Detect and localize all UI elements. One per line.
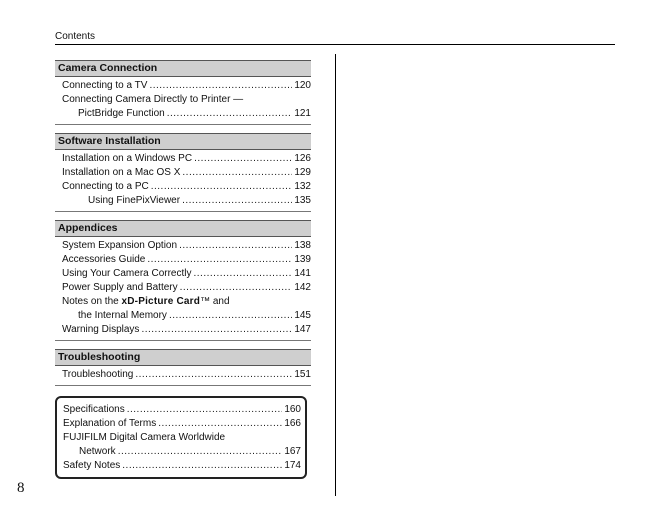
toc-entry-install-windows[interactable] bbox=[62, 152, 311, 166]
entry-page: 120 bbox=[294, 80, 311, 91]
toc-entry-internal-memory[interactable] bbox=[62, 309, 311, 323]
column-divider bbox=[335, 54, 336, 496]
entry-label: Connecting Camera Directly to Printer — bbox=[62, 94, 244, 105]
brand-name: xD-Picture Card bbox=[121, 296, 201, 307]
contents-column bbox=[55, 60, 311, 479]
entry-label: Accessories Guide bbox=[62, 254, 146, 265]
dot-leader bbox=[149, 79, 292, 93]
toc-entry-accessories-guide[interactable] bbox=[62, 253, 311, 267]
entry-page: 151 bbox=[294, 369, 311, 380]
toc-entry-using-camera-correctly[interactable] bbox=[62, 267, 311, 281]
section-entries bbox=[55, 366, 311, 386]
dot-leader bbox=[127, 403, 283, 417]
toc-entry-power-supply[interactable] bbox=[62, 281, 311, 295]
section-title: Software Installation bbox=[55, 133, 311, 150]
entry-page: 147 bbox=[294, 324, 311, 335]
section-title: Troubleshooting bbox=[55, 349, 311, 366]
dot-leader bbox=[179, 239, 292, 253]
section-software-installation bbox=[55, 133, 311, 212]
toc-entry-notes-xd-card[interactable] bbox=[62, 295, 311, 309]
entry-label: Installation on a Mac OS X bbox=[62, 167, 181, 178]
page-header-title: Contents bbox=[55, 31, 96, 42]
dot-leader bbox=[194, 152, 292, 166]
entry-page: 166 bbox=[284, 418, 301, 429]
entry-page: 121 bbox=[294, 108, 311, 119]
dot-leader bbox=[118, 445, 283, 459]
entry-label: System Expansion Option bbox=[62, 240, 178, 251]
page-number: 8 bbox=[17, 480, 25, 496]
entry-label: the Internal Memory bbox=[78, 310, 167, 321]
entry-page: 145 bbox=[294, 310, 311, 321]
entry-page: 139 bbox=[294, 254, 311, 265]
toc-entry-connecting-to-pc[interactable] bbox=[62, 180, 311, 194]
section-troubleshooting bbox=[55, 349, 311, 386]
section-title: Camera Connection bbox=[55, 60, 311, 77]
entry-label: Specifications bbox=[63, 404, 125, 415]
dot-leader bbox=[167, 107, 293, 121]
header-rule bbox=[55, 44, 615, 45]
section-title: Appendices bbox=[55, 220, 311, 237]
entry-label: PictBridge Function bbox=[78, 108, 165, 119]
dot-leader bbox=[182, 166, 292, 180]
entry-label: Using Your Camera Correctly bbox=[62, 268, 192, 279]
toc-entry-connecting-to-tv[interactable] bbox=[62, 79, 311, 93]
section-entries bbox=[55, 237, 311, 341]
entry-page: 160 bbox=[284, 404, 301, 415]
toc-entry-troubleshooting[interactable] bbox=[62, 368, 311, 382]
entry-label: Network bbox=[79, 446, 116, 457]
toc-entry-install-mac[interactable] bbox=[62, 166, 311, 180]
dot-leader bbox=[180, 281, 293, 295]
entry-label: FUJIFILM Digital Camera Worldwide bbox=[63, 432, 226, 443]
entry-page: 129 bbox=[294, 167, 311, 178]
entry-label: Safety Notes bbox=[63, 460, 121, 471]
entry-page: 132 bbox=[294, 181, 311, 192]
entry-page: 141 bbox=[294, 268, 311, 279]
toc-entry-safety-notes[interactable] bbox=[63, 459, 301, 473]
entry-page: 167 bbox=[284, 446, 301, 457]
entry-label bbox=[62, 295, 230, 309]
dot-leader bbox=[194, 267, 293, 281]
dot-leader bbox=[151, 180, 293, 194]
entry-label: Troubleshooting bbox=[62, 369, 134, 380]
toc-entry-system-expansion[interactable] bbox=[62, 239, 311, 253]
entry-page: 138 bbox=[294, 240, 311, 251]
dot-leader bbox=[141, 323, 292, 337]
section-entries bbox=[55, 150, 311, 212]
toc-entry-specifications[interactable] bbox=[63, 403, 301, 417]
dot-leader bbox=[158, 417, 282, 431]
entry-label: Installation on a Windows PC bbox=[62, 153, 193, 164]
entry-page: 142 bbox=[294, 282, 311, 293]
entry-label: Using FinePixViewer bbox=[88, 195, 181, 206]
dot-leader bbox=[182, 194, 292, 208]
section-entries bbox=[55, 77, 311, 125]
entry-label-suffix: ™ and bbox=[200, 296, 230, 307]
reference-box bbox=[55, 396, 307, 479]
entry-page: 135 bbox=[294, 195, 311, 206]
entry-page: 174 bbox=[284, 460, 301, 471]
entry-label: Power Supply and Battery bbox=[62, 282, 178, 293]
dot-leader bbox=[135, 368, 292, 382]
dot-leader bbox=[122, 459, 282, 473]
entry-label: Connecting to a TV bbox=[62, 80, 148, 91]
toc-entry-pictbridge[interactable] bbox=[62, 107, 311, 121]
toc-entry-worldwide-network[interactable] bbox=[63, 431, 301, 445]
toc-entry-finepixviewer[interactable] bbox=[62, 194, 311, 208]
dot-leader bbox=[169, 309, 292, 323]
toc-entry-network[interactable] bbox=[63, 445, 301, 459]
toc-entry-warning-displays[interactable] bbox=[62, 323, 311, 337]
entry-label: Connecting to a PC bbox=[62, 181, 149, 192]
entry-label: Explanation of Terms bbox=[63, 418, 157, 429]
dot-leader bbox=[147, 253, 292, 267]
entry-label: Warning Displays bbox=[62, 324, 140, 335]
section-camera-connection bbox=[55, 60, 311, 125]
toc-entry-explanation-of-terms[interactable] bbox=[63, 417, 301, 431]
entry-label-prefix: Notes on the bbox=[62, 296, 119, 307]
entry-page: 126 bbox=[294, 153, 311, 164]
section-appendices bbox=[55, 220, 311, 341]
toc-entry-connecting-to-printer[interactable] bbox=[62, 93, 311, 107]
